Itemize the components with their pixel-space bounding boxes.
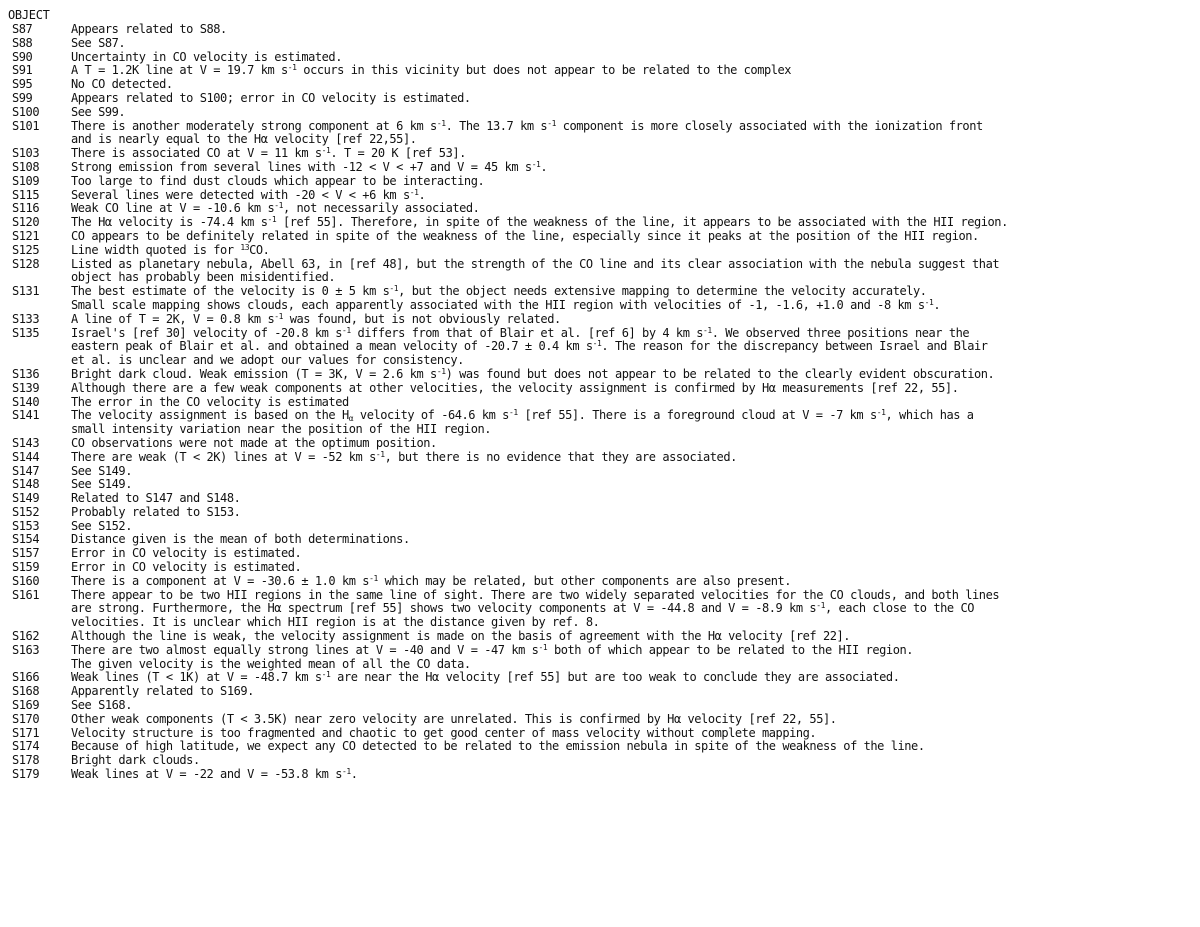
object-id: S91 xyxy=(12,63,33,78)
object-id: S103 xyxy=(12,146,40,161)
note-line: Appears related to S100; error in CO velocity is estimated. xyxy=(71,90,471,105)
note-row xyxy=(8,727,1196,741)
note-text xyxy=(71,561,1196,575)
note-text xyxy=(71,575,1196,589)
note-line: See S87. xyxy=(71,35,126,50)
note-line: The best estimate of the velocity is 0 ± 5 km $s^{-1}$, but the object needs extensive mapping to determine the velocity accurately. xyxy=(71,284,927,299)
note-row xyxy=(8,740,1196,754)
object-id: S179 xyxy=(12,767,40,782)
note-line: are strong. Furthermore, the Hα spectrum [ref 55] shows two velocity components at V = -44.8 and V = -8.9 km $s^{-1}$, each close to the CO xyxy=(71,601,974,616)
note-text xyxy=(71,37,1196,51)
note-row xyxy=(8,202,1196,216)
note-text xyxy=(71,285,1196,313)
note-line: Error in CO velocity is estimated. xyxy=(71,546,302,561)
note-line: Uncertainty in CO velocity is estimated. xyxy=(71,49,342,64)
note-text xyxy=(71,644,1196,672)
object-id: S108 xyxy=(12,159,40,174)
note-line: small intensity variation near the position of the HII region. xyxy=(71,422,492,437)
note-line: velocities. It is unclear which HII region is at the distance given by ref. 8. xyxy=(71,615,600,630)
note-row xyxy=(8,713,1196,727)
object-id: S90 xyxy=(12,49,33,64)
note-text xyxy=(71,92,1196,106)
note-text xyxy=(71,451,1196,465)
object-id: S100 xyxy=(12,104,40,119)
note-line: et al. is unclear and we adopt our values for consistency. xyxy=(71,353,464,368)
note-text xyxy=(71,230,1196,244)
note-text xyxy=(71,78,1196,92)
object-id: S157 xyxy=(12,546,40,561)
note-text xyxy=(71,589,1196,630)
note-line: See S152. xyxy=(71,518,132,533)
object-id: S101 xyxy=(12,118,40,133)
note-text xyxy=(71,189,1196,203)
note-text xyxy=(71,520,1196,534)
note-text xyxy=(71,327,1196,368)
note-row xyxy=(8,685,1196,699)
note-text xyxy=(71,382,1196,396)
object-id: S95 xyxy=(12,77,33,92)
note-row xyxy=(8,630,1196,644)
object-id: S152 xyxy=(12,504,40,519)
note-line: Related to S147 and S148. xyxy=(71,491,241,506)
note-row xyxy=(8,437,1196,451)
note-text xyxy=(71,465,1196,479)
note-text xyxy=(71,147,1196,161)
note-line: Although the line is weak, the velocity assignment is made on the basis of agreement with the Hα velocity [ref 22]. xyxy=(71,629,851,644)
note-text xyxy=(71,740,1196,754)
note-row xyxy=(8,575,1196,589)
note-line: Velocity structure is too fragmented and chaotic to get good center of mass velocity without complete mapping. xyxy=(71,725,817,740)
note-row xyxy=(8,23,1196,37)
note-line: There are two almost equally strong lines at V = -40 and V = -47 km $s^{-1}$ both of which appear to be related to the HII region. xyxy=(71,642,914,657)
note-line: There is a component at V = -30.6 ± 1.0 km $s^{-1}$ which may be related, but other components are also present. xyxy=(71,573,792,588)
note-row xyxy=(8,244,1196,258)
note-line: object has probably been misidentified. xyxy=(71,270,336,285)
object-id: S166 xyxy=(12,670,40,685)
note-line: There is associated CO at V = 11 km $s^{-1}$. T = 20 K [ref 53]. xyxy=(71,146,466,161)
note-text xyxy=(71,396,1196,410)
note-text xyxy=(71,106,1196,120)
note-row xyxy=(8,561,1196,575)
object-notes-document xyxy=(8,7,1196,782)
note-line: The error in the CO velocity is estimated xyxy=(71,394,349,409)
note-text xyxy=(71,258,1196,286)
note-row xyxy=(8,120,1196,148)
object-id: S109 xyxy=(12,173,40,188)
note-line: Although there are a few weak components at other velocities, the velocity assignment is confirmed by Hα measurements [ref 22, 55]. xyxy=(71,380,959,395)
note-row xyxy=(8,327,1196,368)
note-row xyxy=(8,78,1196,92)
object-id: S88 xyxy=(12,35,33,50)
note-row xyxy=(8,589,1196,630)
note-text xyxy=(71,313,1196,327)
note-line: See S149. xyxy=(71,463,132,478)
object-id: S144 xyxy=(12,449,40,464)
note-text xyxy=(71,699,1196,713)
note-row xyxy=(8,492,1196,506)
note-row xyxy=(8,671,1196,685)
note-line: No CO detected. xyxy=(71,77,173,92)
note-row xyxy=(8,147,1196,161)
note-row xyxy=(8,189,1196,203)
note-line: Small scale mapping shows clouds, each apparently associated with the HII region with velocities of -1, -1.6, +1.0 and -8 km $s^{-1}$. xyxy=(71,297,941,312)
note-text xyxy=(71,161,1196,175)
object-id: S135 xyxy=(12,325,40,340)
note-row xyxy=(8,533,1196,547)
note-line: Line width quoted is for $^{13}$CO. xyxy=(71,242,270,257)
object-id: S174 xyxy=(12,739,40,754)
note-row xyxy=(8,768,1196,782)
note-row xyxy=(8,478,1196,492)
note-line: eastern peak of Blair et al. and obtained a mean velocity of -20.7 ± 0.4 km $s^{-1}$. The reason for the discrepancy between Israel and Blair xyxy=(71,339,988,354)
note-text xyxy=(71,547,1196,561)
object-id: S125 xyxy=(12,242,40,257)
note-line: Bright dark clouds. xyxy=(71,753,200,768)
note-row xyxy=(8,520,1196,534)
note-text xyxy=(71,727,1196,741)
object-id: S141 xyxy=(12,408,40,423)
object-id: S159 xyxy=(12,560,40,575)
notes-list xyxy=(8,23,1196,782)
note-text xyxy=(71,23,1196,37)
note-text xyxy=(71,492,1196,506)
note-line: Bright dark cloud. Weak emission (T = 3K, V = 2.6 km $s^{-1}$) was found but does not appear to be related to the clearly evident obscuration. xyxy=(71,366,995,381)
object-id: S116 xyxy=(12,201,40,216)
note-text xyxy=(71,175,1196,189)
object-id: S140 xyxy=(12,394,40,409)
note-line: The Hα velocity is -74.4 km $s^{-1}$ [ref 55]. Therefore, in spite of the weakness of the line, it appears to be associated with the HII region. xyxy=(71,215,1008,230)
note-row xyxy=(8,547,1196,561)
object-id: S99 xyxy=(12,90,33,105)
object-id: S133 xyxy=(12,311,40,326)
note-line: Other weak components (T < 3.5K) near zero velocity are unrelated. This is confirmed by Hα velocity [ref 22, 55]. xyxy=(71,711,837,726)
note-row xyxy=(8,754,1196,768)
object-id: S149 xyxy=(12,491,40,506)
note-text xyxy=(71,202,1196,216)
note-text xyxy=(71,51,1196,65)
note-line: See S149. xyxy=(71,477,132,492)
object-id: S169 xyxy=(12,698,40,713)
note-line: Too large to find dust clouds which appear to be interacting. xyxy=(71,173,485,188)
note-text xyxy=(71,768,1196,782)
note-line: The given velocity is the weighted mean of all the CO data. xyxy=(71,656,471,671)
object-id: S163 xyxy=(12,642,40,657)
note-row xyxy=(8,258,1196,286)
object-id: S121 xyxy=(12,228,40,243)
note-row xyxy=(8,106,1196,120)
note-line: Probably related to S153. xyxy=(71,504,241,519)
object-id: S153 xyxy=(12,518,40,533)
note-line: Listed as planetary nebula, Abell 63, in [ref 48], but the strength of the CO line and its clear association with the nebula suggest that xyxy=(71,256,1000,271)
note-line: Apparently related to S169. xyxy=(71,684,254,699)
note-text xyxy=(71,216,1196,230)
note-row xyxy=(8,64,1196,78)
note-line: and is nearly equal to the Hα velocity [ref 22,55]. xyxy=(71,132,417,147)
note-text xyxy=(71,409,1196,437)
note-row xyxy=(8,216,1196,230)
object-id: S154 xyxy=(12,532,40,547)
object-id: S160 xyxy=(12,573,40,588)
object-id: S178 xyxy=(12,753,40,768)
note-line: Strong emission from several lines with -12 < V < +7 and V = 45 km $s^{-1}$. xyxy=(71,159,548,174)
object-id: S87 xyxy=(12,22,33,36)
note-row xyxy=(8,465,1196,479)
note-text xyxy=(71,437,1196,451)
note-row xyxy=(8,161,1196,175)
object-id: S168 xyxy=(12,684,40,699)
note-text xyxy=(71,506,1196,520)
note-row xyxy=(8,699,1196,713)
note-line: Because of high latitude, we expect any CO detected to be related to the emission nebula in spite of the weakness of the line. xyxy=(71,739,925,754)
note-line: Weak lines at V = -22 and V = -53.8 km $s^{-1}$. xyxy=(71,767,358,782)
column-header-object: OBJECT xyxy=(8,8,50,22)
note-text xyxy=(71,64,1196,78)
note-line: CO observations were not made at the optimum position. xyxy=(71,435,437,450)
note-row xyxy=(8,230,1196,244)
note-line: Error in CO velocity is estimated. xyxy=(71,560,302,575)
note-line: Weak lines (T < 1K) at V = -48.7 km $s^{-1}$ are near the Hα velocity [ref 55] but are too weak to conclude they are associated. xyxy=(71,670,900,685)
note-line: Israel's [ref 30] velocity of -20.8 km $s^{-1}$ differs from that of Blair et al. [ref 6] by 4 km $s^{-1}$. We observed three positions near the xyxy=(71,325,970,340)
note-line: CO appears to be definitely related in spite of the weakness of the line, especially since it peaks at the position of the HII region. xyxy=(71,228,979,243)
object-id: S139 xyxy=(12,380,40,395)
note-line: There appear to be two HII regions in the same line of sight. There are two widely separated velocities for the CO clouds, and both lines xyxy=(71,587,1000,602)
note-line: There are weak (T < 2K) lines at V = -52 km $s^{-1}$, but there is no evidence that they are associated. xyxy=(71,449,737,464)
note-row xyxy=(8,409,1196,437)
object-id: S136 xyxy=(12,366,40,381)
note-line: See S168. xyxy=(71,698,132,713)
note-text xyxy=(71,478,1196,492)
object-id: S131 xyxy=(12,284,40,299)
note-row xyxy=(8,285,1196,313)
note-text xyxy=(71,671,1196,685)
note-text xyxy=(71,120,1196,148)
note-line: A line of T = 2K, V = 0.8 km $s^{-1}$ was found, but is not obviously related. xyxy=(71,311,561,326)
note-text xyxy=(71,368,1196,382)
note-line: There is another moderately strong component at 6 km $s^{-1}$. The 13.7 km $s^{-1}$ component is more closely associated with the ionization front xyxy=(71,118,983,133)
object-id: S120 xyxy=(12,215,40,230)
note-row xyxy=(8,368,1196,382)
note-row xyxy=(8,92,1196,106)
object-id: S115 xyxy=(12,187,40,202)
note-row xyxy=(8,37,1196,51)
note-line: Several lines were detected with -20 < V < +6 km $s^{-1}$. xyxy=(71,187,426,202)
note-text xyxy=(71,630,1196,644)
note-row xyxy=(8,396,1196,410)
object-id: S171 xyxy=(12,725,40,740)
note-line: See S99. xyxy=(71,104,126,119)
object-id: S128 xyxy=(12,256,40,271)
object-id: S170 xyxy=(12,711,40,726)
note-line: Weak CO line at V = -10.6 km $s^{-1}$, not necessarily associated. xyxy=(71,201,480,216)
object-id: S148 xyxy=(12,477,40,492)
note-row xyxy=(8,313,1196,327)
object-id: S161 xyxy=(12,587,40,602)
note-row xyxy=(8,51,1196,65)
object-id: S143 xyxy=(12,435,40,450)
note-line: The velocity assignment is based on the $H_\alpha$ velocity of -64.6 km $s^{-1}$ [ref 55]. There is a foreground cloud at V = -7 km $s^{-1}$, which has a xyxy=(71,408,974,424)
note-row xyxy=(8,644,1196,672)
note-text xyxy=(71,533,1196,547)
note-text xyxy=(71,754,1196,768)
note-line: Appears related to S88. xyxy=(71,22,227,36)
note-text xyxy=(71,244,1196,258)
object-id: S147 xyxy=(12,463,40,478)
note-row xyxy=(8,506,1196,520)
note-line: A T = 1.2K line at V = 19.7 km $s^{-1}$ occurs in this vicinity but does not appear to be related to the complex xyxy=(71,63,792,78)
note-text xyxy=(71,713,1196,727)
note-row xyxy=(8,451,1196,465)
note-line: Distance given is the mean of both determinations. xyxy=(71,532,410,547)
note-text xyxy=(71,685,1196,699)
note-row xyxy=(8,382,1196,396)
note-row xyxy=(8,175,1196,189)
object-id: S162 xyxy=(12,629,40,644)
